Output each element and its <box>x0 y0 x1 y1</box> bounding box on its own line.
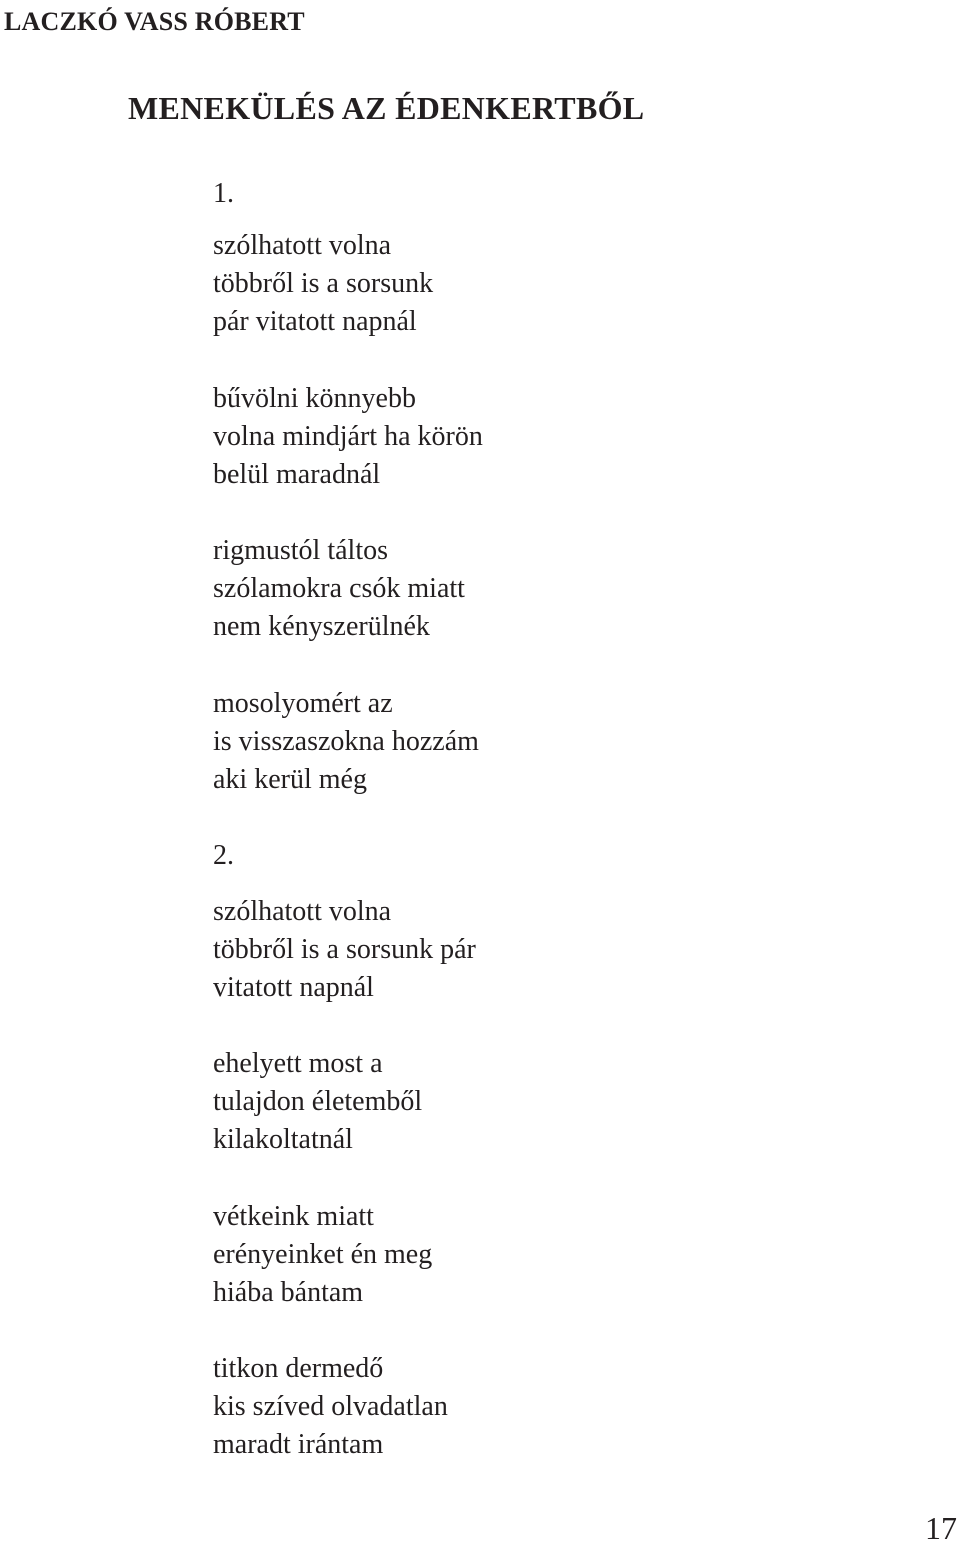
verse-line: rigmustól táltos <box>213 535 388 566</box>
verse-line: belül maradnál <box>213 459 381 490</box>
verse-line: pár vitatott napnál <box>213 306 417 337</box>
verse-line: titkon dermedő <box>213 1353 384 1384</box>
poem-title: MENEKÜLÉS AZ ÉDENKERTBŐL <box>128 90 645 126</box>
verse-line: aki kerül még <box>213 764 367 795</box>
verse-line: hiába bántam <box>213 1277 364 1308</box>
stanza <box>213 1198 432 1312</box>
verse-line: kilakoltatnál <box>213 1124 353 1155</box>
verse-line: tulajdon életemből <box>213 1086 423 1117</box>
verse-line: bűvölni könnyebb <box>213 383 416 414</box>
verse-line: erényeinket én meg <box>213 1239 433 1270</box>
verse-line: maradt irántam <box>213 1429 384 1460</box>
section-number: 2. <box>213 840 234 871</box>
verse-line: kis szíved olvadatlan <box>213 1391 448 1422</box>
verse-line: szólhatott volna <box>213 896 392 927</box>
stanza <box>213 532 465 646</box>
stanza <box>213 1350 448 1464</box>
stanza <box>213 893 476 1007</box>
verse-line: ehelyett most a <box>213 1048 383 1079</box>
verse-line: vitatott napnál <box>213 972 374 1003</box>
verse-line: szólhatott volna <box>213 230 392 261</box>
verse-line: volna mindjárt ha körön <box>213 421 483 452</box>
verse-line: vétkeink miatt <box>213 1201 374 1232</box>
verse-line: is visszaszokna hozzám <box>213 726 479 757</box>
stanza <box>213 227 433 341</box>
verse-line: szólamokra csók miatt <box>213 573 465 604</box>
stanza <box>213 1045 422 1159</box>
verse-line: többről is a sorsunk <box>213 268 434 299</box>
stanza <box>213 380 483 494</box>
section-number: 1. <box>213 178 234 209</box>
verse-line: többről is a sorsunk pár <box>213 934 476 965</box>
stanza <box>213 685 479 799</box>
verse-line: nem kényszerülnék <box>213 611 430 642</box>
verse-line: mosolyomért az <box>213 688 393 719</box>
author-name: LACZKÓ VASS RÓBERT <box>4 7 305 36</box>
page-number: 17 <box>925 1510 957 1546</box>
